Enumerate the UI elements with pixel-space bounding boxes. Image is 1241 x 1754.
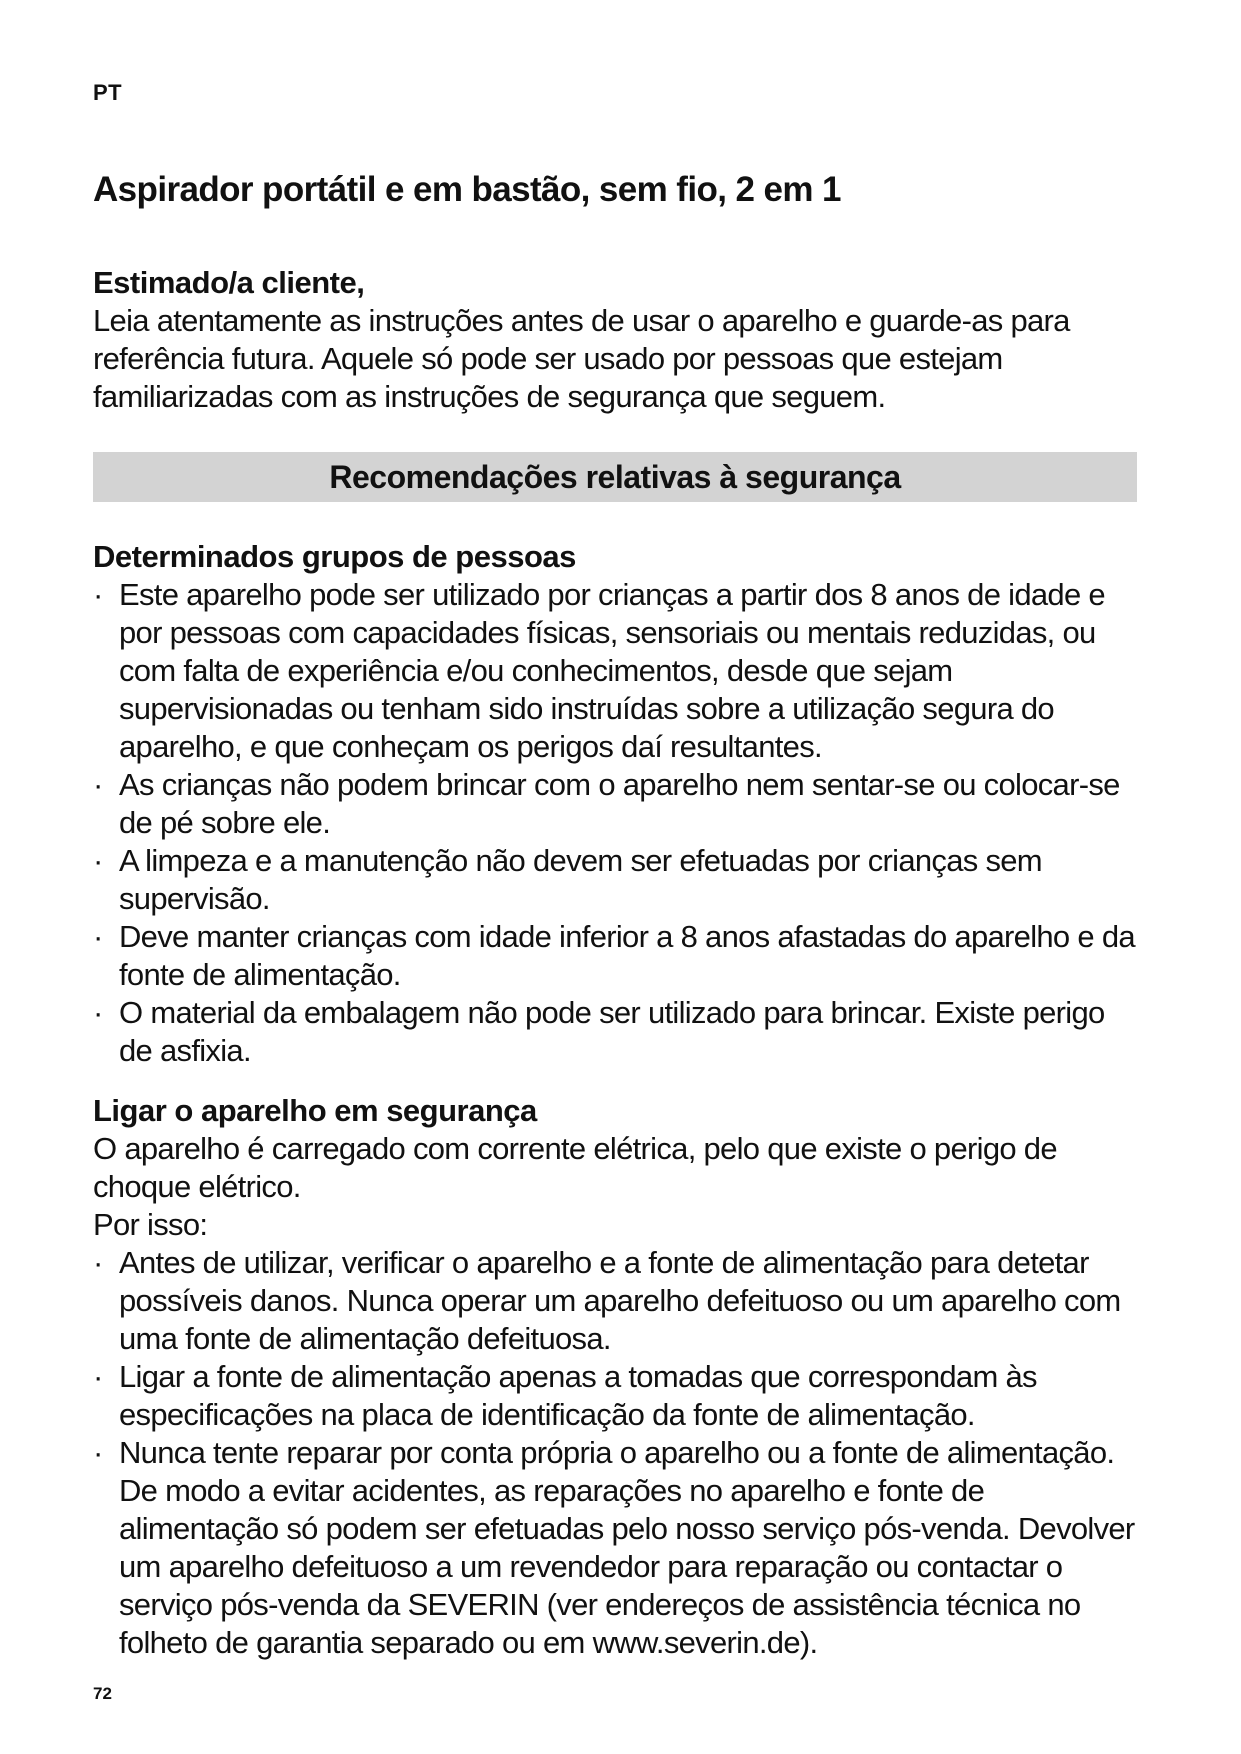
bullet-icon: ·: [93, 1359, 103, 1394]
section-connect: [93, 1092, 1143, 1662]
page-content: [93, 264, 1143, 1662]
list-item: [93, 576, 1143, 766]
section-connect-lead: Por isso:: [93, 1207, 208, 1242]
section-groups-heading: Determinados grupos de pessoas: [93, 539, 576, 574]
section-connect-heading: Ligar o aparelho em segurança: [93, 1093, 537, 1128]
intro-text: Leia atentamente as instruções antes de usar o aparelho e guarde-as para referência futura. Aquele só pode ser usado por pessoas que estejam familiarizadas com as instruções de segurança que seguem.: [93, 303, 1070, 414]
page-title: Aspirador portátil e em bastão, sem fio, 2 em 1: [93, 170, 841, 209]
bullet-icon: ·: [93, 577, 103, 612]
bullet-icon: ·: [93, 1435, 103, 1470]
list-item-text: Deve manter crianças com idade inferior a 8 anos afastadas do aparelho e da fonte de alimentação.: [119, 919, 1135, 992]
section-groups: [93, 538, 1143, 1070]
intro-block: [93, 264, 1143, 416]
salutation: Estimado/a cliente,: [93, 265, 365, 300]
bullet-icon: ·: [93, 919, 103, 954]
page-number: 72: [93, 1684, 112, 1703]
safety-banner: Recomendações relativas à segurança: [93, 452, 1137, 502]
list-item-text: Nunca tente reparar por conta própria o aparelho ou a fonte de alimentação. De modo a evitar acidentes, as reparações no aparelho e fonte de alimentação só podem ser efetuadas pelo nosso serviço pós-venda. Devolver um aparelho defeituoso a um revendedor para reparação ou contactar o serviço pós-venda da SEVERIN (ver endereços de assistência técnica no folheto de garantia separado ou em www.severin.de).: [119, 1435, 1135, 1660]
section-groups-list: [93, 576, 1143, 1070]
list-item: [93, 1244, 1143, 1358]
bullet-icon: ·: [93, 995, 103, 1030]
bullet-icon: ·: [93, 1245, 103, 1280]
list-item-text: O material da embalagem não pode ser utilizado para brincar. Existe perigo de asfixia.: [119, 995, 1105, 1068]
bullet-icon: ·: [93, 843, 103, 878]
list-item: [93, 1358, 1143, 1434]
section-connect-list: [93, 1244, 1143, 1662]
list-item: [93, 1434, 1143, 1662]
list-item: [93, 918, 1143, 994]
section-connect-text: O aparelho é carregado com corrente elétrica, pelo que existe o perigo de choque elétrico.: [93, 1131, 1057, 1204]
list-item-text: Este aparelho pode ser utilizado por crianças a partir dos 8 anos de idade e por pessoas com capacidades físicas, sensoriais ou mentais reduzidas, ou com falta de experiência e/ou conhecimentos, desde que sejam supervisionadas ou tenham sido instruídas sobre a utilização segura do aparelho, e que conheçam os perigos daí resultantes.: [119, 577, 1105, 764]
list-item-text: As crianças não podem brincar com o aparelho nem sentar-se ou colocar-se de pé sobre ele.: [119, 767, 1120, 840]
bullet-icon: ·: [93, 767, 103, 802]
list-item-text: A limpeza e a manutenção não devem ser efetuadas por crianças sem supervisão.: [119, 843, 1042, 916]
list-item: [93, 994, 1143, 1070]
list-item-text: Antes de utilizar, verificar o aparelho e a fonte de alimentação para detetar possíveis danos. Nunca operar um aparelho defeituoso ou um aparelho com uma fonte de alimentação defeituosa.: [119, 1245, 1121, 1356]
list-item: [93, 766, 1143, 842]
list-item: [93, 842, 1143, 918]
list-item-text: Ligar a fonte de alimentação apenas a tomadas que correspondam às especificações na placa de identificação da fonte de alimentação.: [119, 1359, 1037, 1432]
language-code: PT: [93, 80, 123, 105]
